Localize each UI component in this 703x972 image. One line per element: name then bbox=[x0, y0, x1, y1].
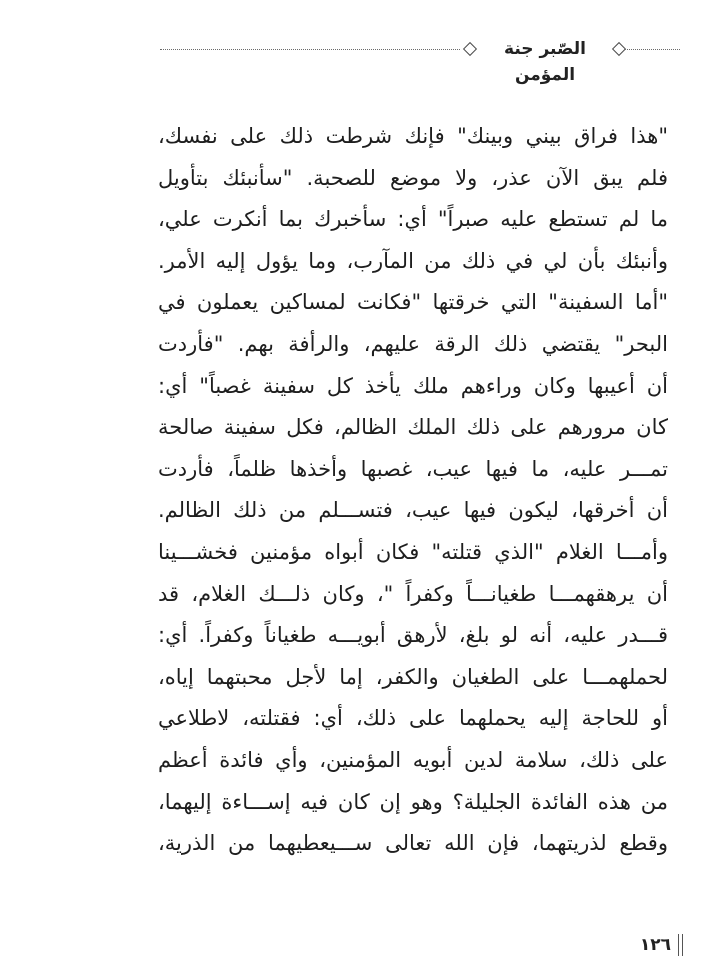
text-line: قـــدر عليه، أنه لو بلغ، لأرهق أبويـــه طغياناً وكفراً. أي: bbox=[158, 623, 668, 648]
diamond-ornament-icon bbox=[612, 42, 626, 56]
text-line: أن أعيبها وكان وراءهم ملك يأخذ كل سفينة غصباً" أي: bbox=[158, 373, 668, 398]
text-line: وأنبئك بأن لي في ذلك من المآرب، وما يؤول إليه الأمر. bbox=[158, 248, 668, 273]
page-footer bbox=[625, 932, 685, 960]
text-line: كان مرورهم على ذلك الملك الظالم، فكل سفينة صالحة bbox=[158, 415, 668, 440]
text-line: وقطع لذريتهما، فإن الله تعالى ســـيعطيهما من الذرية، bbox=[158, 831, 668, 856]
text-line: أو للحاجة إليه يحملهما على ذلك، أي: فقتلته، لاطلاعي bbox=[158, 706, 668, 731]
footer-bar-ornament bbox=[678, 934, 683, 956]
text-line: أن أخرقها، ليكون فيها عيب، فتســـلم من ذلك الظالم. bbox=[158, 498, 668, 523]
text-line: وأمـــا الغلام "الذي قتلته" فكان أبواه مؤمنين فخشـــينا bbox=[158, 539, 668, 564]
header-dotted-rule-left bbox=[160, 49, 460, 50]
header-dotted-rule-right bbox=[625, 49, 680, 50]
text-line: "هذا فراق بيني وبينك" فإنك شرطت ذلك على نفسك، bbox=[158, 124, 668, 148]
page-number: ١٢٦ bbox=[639, 935, 671, 955]
text-line: فلم يبق الآن عذر، ولا موضع للصحبة. "سأنبئك بتأويل bbox=[158, 165, 668, 190]
header-title: الصّبر جنة المؤمن bbox=[504, 39, 586, 85]
text-line: تمـــر عليه، ما فيها عيب، غصبها وأخذها ظلماً، فأردت bbox=[158, 456, 668, 481]
diamond-ornament-icon bbox=[463, 42, 477, 56]
body-text bbox=[158, 116, 668, 865]
text-line: ما لم تستطع عليه صبراً" أي: سأخبرك بما أنكرت علي، bbox=[158, 207, 668, 232]
text-line: لحملهمـــا على الطغيان والكفر، إما لأجل محبتهما إياه، bbox=[158, 664, 668, 689]
text-line: على ذلك، سلامة لدين أبويه المؤمنين، وأي فائدة أعظم bbox=[158, 747, 668, 772]
running-header bbox=[150, 34, 680, 85]
text-line: أن يرهقهمـــا طغيانـــاً وكفراً "، وكان ذلـــك الغلام، قد bbox=[158, 581, 668, 606]
text-line: "أما السفينة" التي خرقتها "فكانت لمساكين يعملون في bbox=[158, 290, 668, 315]
text-line: البحر" يقتضي ذلك الرقة عليهم، والرأفة بهم. "فأردت bbox=[158, 331, 668, 356]
text-line: من هذه الفائدة الجليلة؟ وهو إن كان فيه إســـاءة إليهما، bbox=[158, 789, 668, 814]
